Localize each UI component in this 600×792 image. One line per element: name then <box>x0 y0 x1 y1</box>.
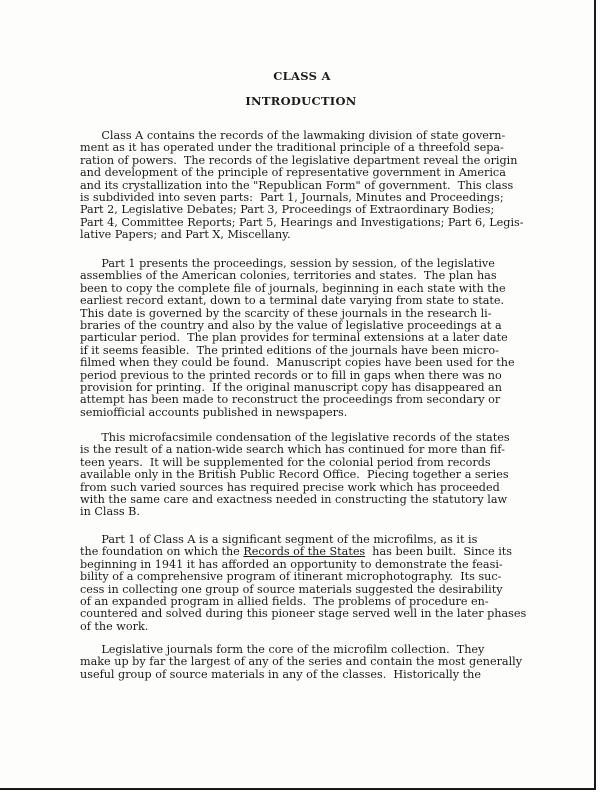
paragraph-line: This microfacsimile condensation of the legislative records of the states <box>80 431 510 444</box>
paragraph-line: attempt has been made to reconstruct the proceedings from secondary or <box>80 393 501 407</box>
paragraph-text: has been built. Since its <box>365 545 513 559</box>
paragraph-line: Part 4, Committee Reports; Part 5, Hearings and Investigations; Part 6, Legis- <box>80 215 524 229</box>
paragraph-line: with the same care and exactness needed in constructing the statutory law <box>80 492 508 506</box>
paragraph-1 <box>80 130 542 242</box>
paragraph-line: is the result of a nation-wide search which has continued for more than fif- <box>80 443 505 457</box>
paragraph-line: Legislative journals form the core of the microfilm collection. They <box>80 643 485 656</box>
paragraph-line: beginning in 1941 it has afforded an opportunity to demonstrate the feasi- <box>80 557 503 571</box>
paragraph-line: earliest record extant, down to a terminal date varying from state to state. <box>80 294 505 308</box>
paragraph-line: braries of the country and also by the value of legislative proceedings at a <box>80 318 502 332</box>
paragraph-line: period previous to the printed records or to fill in gaps when there was no <box>80 368 502 382</box>
paragraph-line: provision for printing. If the original manuscript copy has disappeared an <box>80 380 502 394</box>
paragraph-4 <box>80 534 542 633</box>
paragraph-line: been to copy the complete file of journals, beginning in each state with the <box>80 281 506 295</box>
paragraph-line: is subdivided into seven parts: Part 1, Journals, Minutes and Proceedings; <box>80 190 504 204</box>
paragraph-line: and its crystallization into the "Republican Form" of government. This class <box>80 178 514 192</box>
paragraph-line: of an expanded program in allied fields. The problems of procedure en- <box>80 594 489 608</box>
class-heading: CLASS A <box>273 69 331 83</box>
paragraph-line: lative Papers; and Part X, Miscellany. <box>80 228 291 242</box>
paragraph-line: if it seems feasible. The printed editions of the journals have been micro- <box>80 343 499 357</box>
paragraph-line: semiofficial accounts published in newspapers. <box>80 405 348 419</box>
records-of-the-states-title: Records of the States <box>243 545 366 559</box>
paragraph-3 <box>80 432 542 519</box>
paragraph-line: cess in collecting one group of source materials suggested the desirability <box>80 582 503 596</box>
paragraph-line: particular period. The plan provides for terminal extensions at a later date <box>80 331 508 345</box>
paragraph-line: Part 1 of Class A is a significant segment of the microfilms, as it is <box>80 533 478 546</box>
paragraph-line <box>80 546 542 558</box>
paragraph-line: Part 1 presents the proceedings, session by session, of the legislative <box>80 257 495 270</box>
paragraph-line: in Class B. <box>80 505 140 519</box>
paragraph-line: Part 2, Legislative Debates; Part 3, Proceedings of Extraordinary Bodies; <box>80 203 495 217</box>
paragraph-line: make up by far the largest of any of the series and contain the most generally <box>80 655 523 669</box>
paragraph-line: teen years. It will be supplemented for the colonial period from records <box>80 455 491 469</box>
paragraph-line: ration of powers. The records of the legislative department reveal the origin <box>80 153 518 167</box>
paragraph-line: Class A contains the records of the lawmaking division of state govern- <box>80 129 506 142</box>
paragraph-line: This date is governed by the scarcity of these journals in the research li- <box>80 306 492 320</box>
paragraph-line: bility of a comprehensive program of itinerant microphotography. Its suc- <box>80 570 502 584</box>
paragraph-line: available only in the British Public Record Office. Piecing together a series <box>80 468 509 482</box>
paragraph-line: filmed when they could be found. Manuscript copies have been used for the <box>80 356 515 370</box>
paragraph-line: useful group of source materials in any of the classes. Historically the <box>80 667 481 681</box>
paragraph-text: the foundation on which the <box>80 545 244 559</box>
paragraph-line: and development of the principle of representative government in America <box>80 166 506 180</box>
paragraph-line: ment as it has operated under the traditional principle of a threefold sepa- <box>80 141 504 155</box>
section-heading: INTRODUCTION <box>245 94 357 108</box>
paragraph-line: assemblies of the American colonies, territories and states. The plan has <box>80 269 497 283</box>
paragraph-line: of the work. <box>80 619 149 633</box>
paragraph-2 <box>80 258 542 419</box>
paragraph-5 <box>80 644 542 681</box>
paragraph-line: from such varied sources has required precise work which has proceeded <box>80 480 500 494</box>
paragraph-line: countered and solved during this pioneer stage served well in the later phases <box>80 607 527 621</box>
